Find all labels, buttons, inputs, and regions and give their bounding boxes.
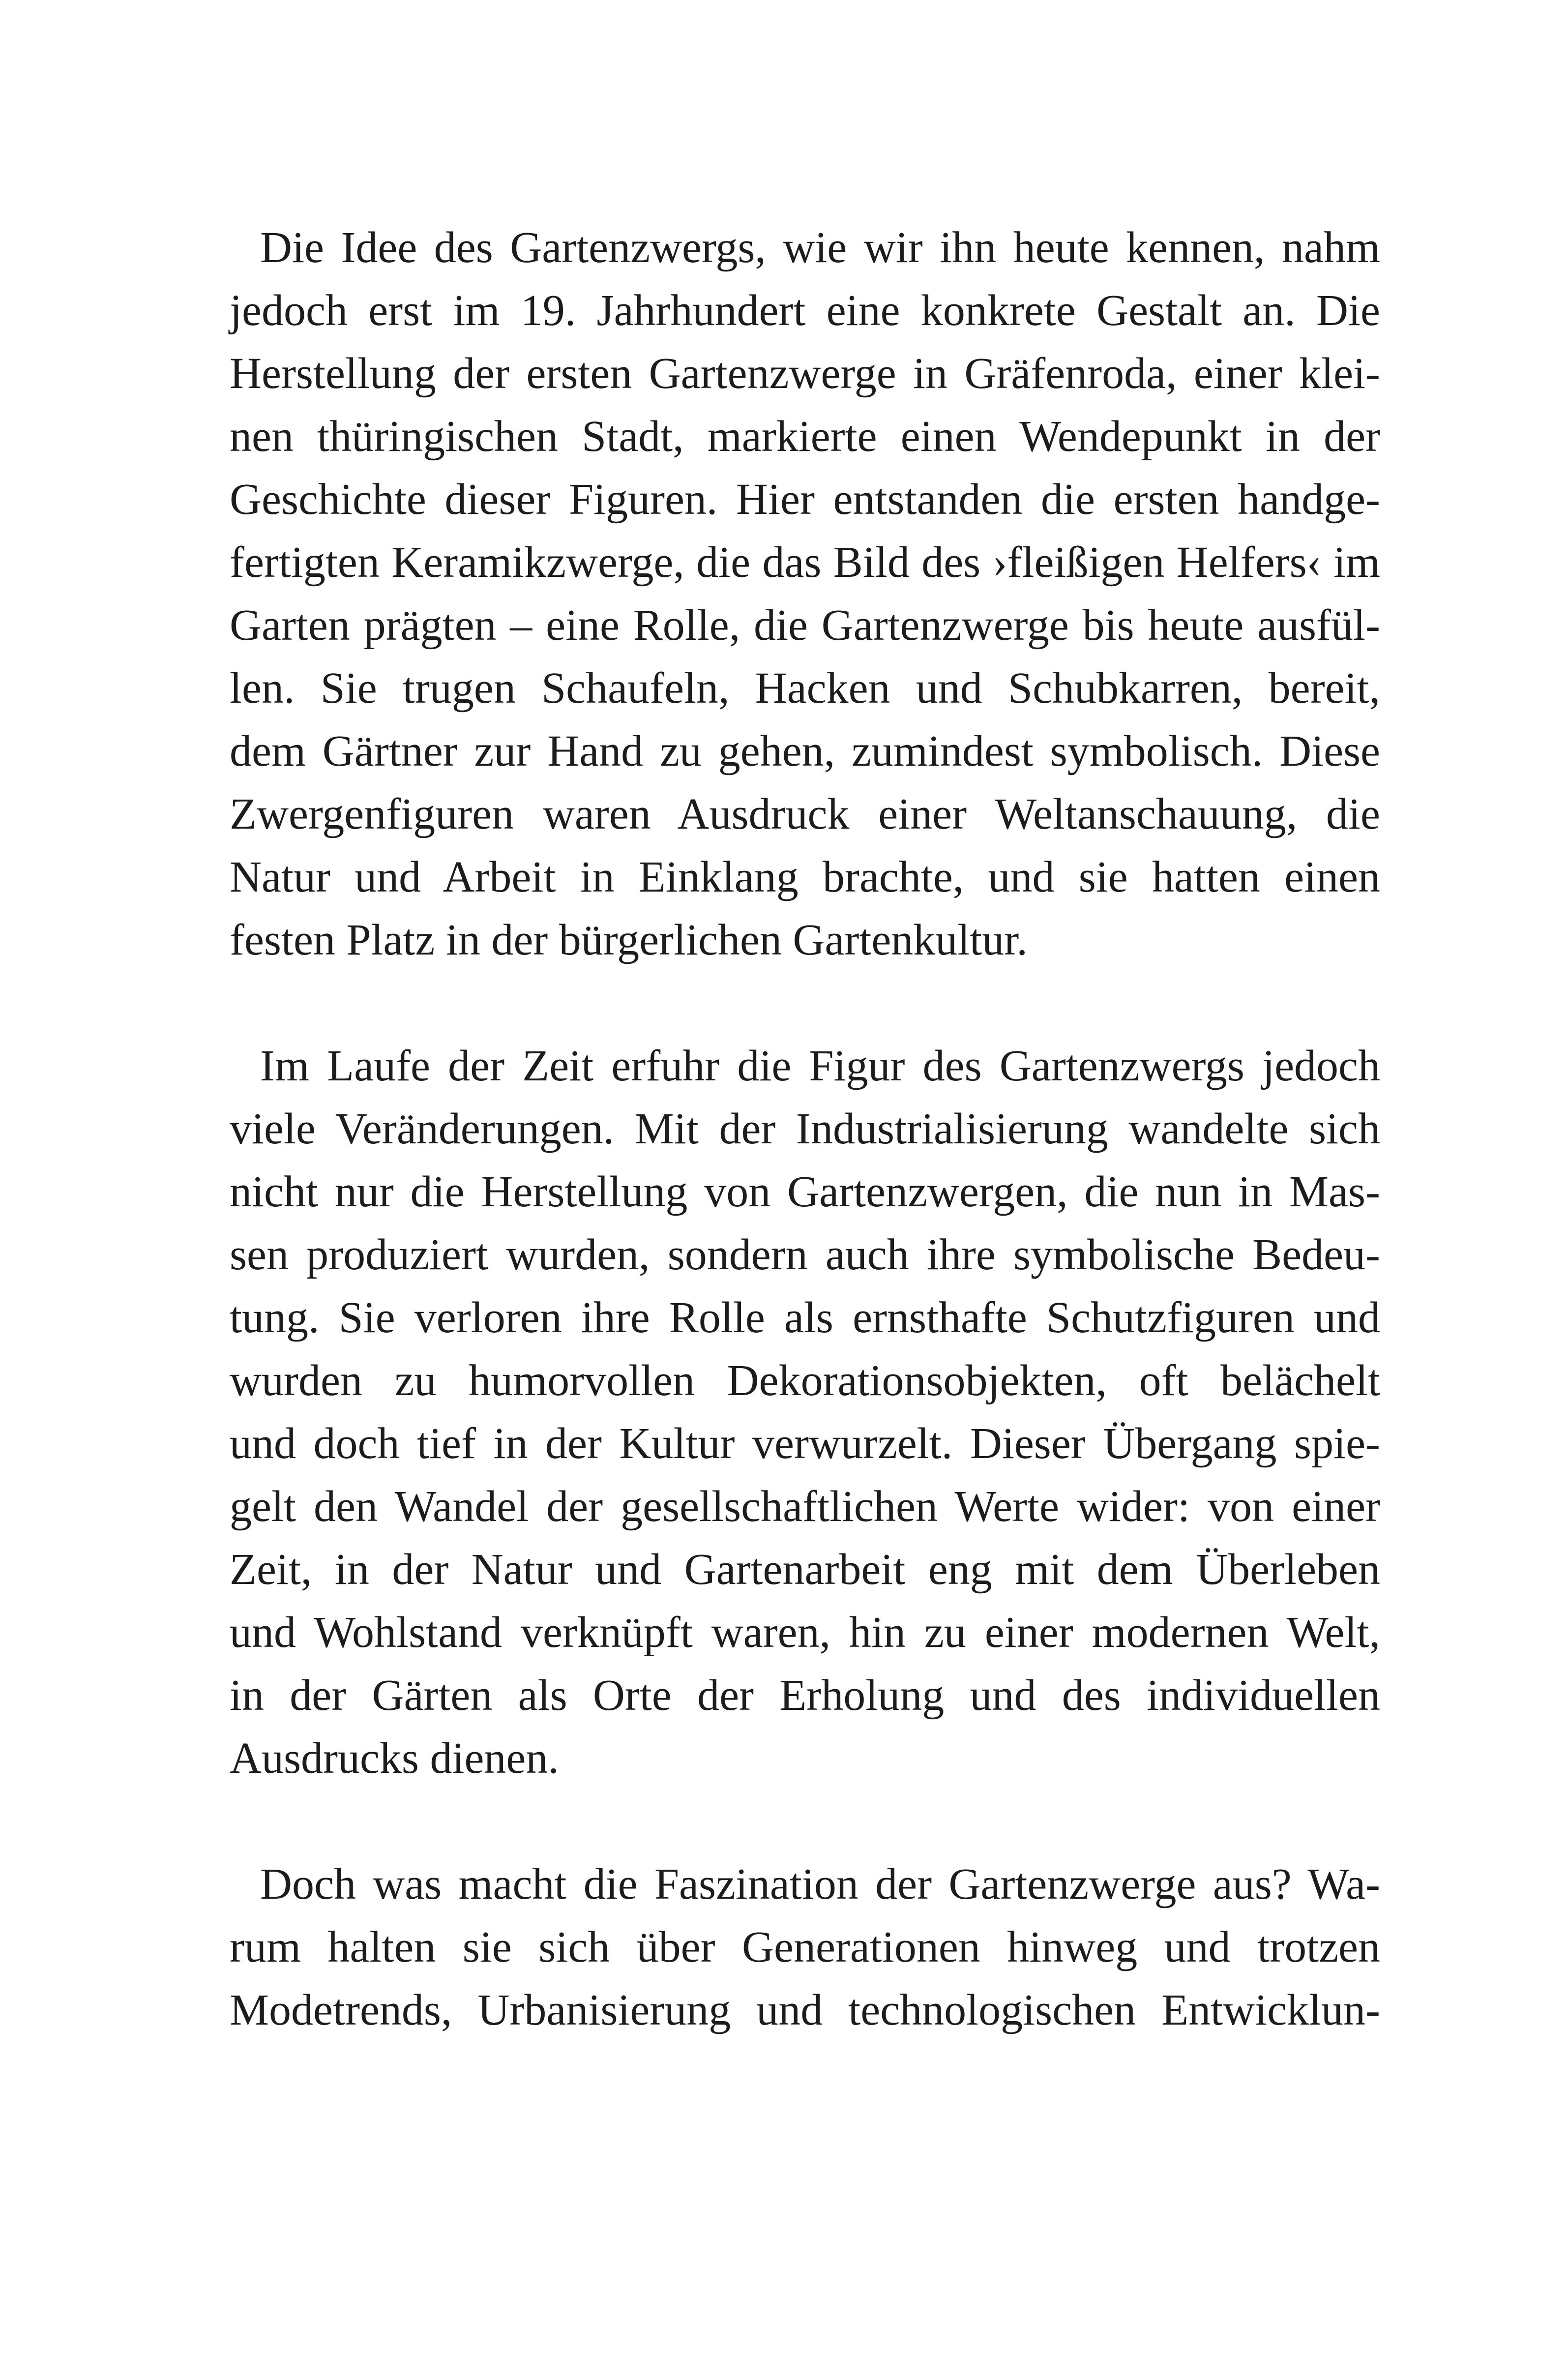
text-line: Zwergenfiguren waren Ausdruck einer Weltanschauung, die [230,790,1380,838]
paragraph-3 [230,1853,1380,2042]
text-line: fertigten Keramikzwerge, die das Bild des ›fleißigen Helfers‹ im [230,538,1380,587]
text-line: gelt den Wandel der gesellschaftlichen Werte wider: von einer [230,1482,1380,1531]
text-line: und doch tief in der Kultur verwurzelt. Dieser Übergang spie- [230,1419,1380,1468]
text-line: in der Gärten als Orte der Erholung und des individuellen [230,1671,1380,1720]
text-line: festen Platz in der bürgerlichen Gartenkultur. [230,916,1028,964]
text-line: rum halten sie sich über Generationen hinweg und trotzen [230,1923,1380,1971]
text-line: und Wohlstand verknüpft waren, hin zu einer modernen Welt, [230,1608,1380,1657]
text-line: nicht nur die Herstellung von Gartenzwergen, die nun in Mas- [230,1167,1380,1216]
paragraph-2 [230,1035,1380,1790]
paragraph-1 [230,216,1380,972]
text-line: Ausdrucks dienen. [230,1734,559,1783]
text-line: viele Veränderungen. Mit der Industrialisierung wandelte sich [230,1104,1380,1153]
text-line: Geschichte dieser Figuren. Hier entstanden die ersten handge- [230,475,1380,524]
text-line: sen produziert wurden, sondern auch ihre symbolische Bedeu- [230,1230,1380,1279]
body-text [230,216,1380,2105]
text-line: dem Gärtner zur Hand zu gehen, zumindest symbolisch. Diese [230,727,1380,776]
text-line: Die Idee des Gartenzwergs, wie wir ihn heute kennen, nahm [260,223,1380,272]
text-line: wurden zu humorvollen Dekorationsobjekten, oft belächelt [230,1356,1380,1405]
text-line: len. Sie trugen Schaufeln, Hacken und Schubkarren, bereit, [230,664,1380,713]
text-line: jedoch erst im 19. Jahrhundert eine konkrete Gestalt an. Die [230,286,1380,335]
text-line: Modetrends, Urbanisierung und technologischen Entwicklun- [230,1986,1380,2034]
text-line: nen thüringischen Stadt, markierte einen Wendepunkt in der [230,412,1380,461]
text-line: Natur und Arbeit in Einklang brachte, und sie hatten einen [230,853,1380,901]
text-line: Zeit, in der Natur und Gartenarbeit eng mit dem Überleben [230,1545,1380,1594]
text-line: Herstellung der ersten Gartenzwerge in Gräfenroda, einer klei- [230,349,1380,398]
text-line: Garten prägten – eine Rolle, die Gartenzwerge bis heute ausfül- [230,601,1380,650]
text-line: Im Laufe der Zeit erfuhr die Figur des Gartenzwergs jedoch [260,1042,1380,1090]
text-line: tung. Sie verloren ihre Rolle als ernsthafte Schutzfiguren und [230,1293,1380,1342]
text-line: Doch was macht die Faszination der Gartenzwerge aus? Wa- [260,1860,1380,1909]
